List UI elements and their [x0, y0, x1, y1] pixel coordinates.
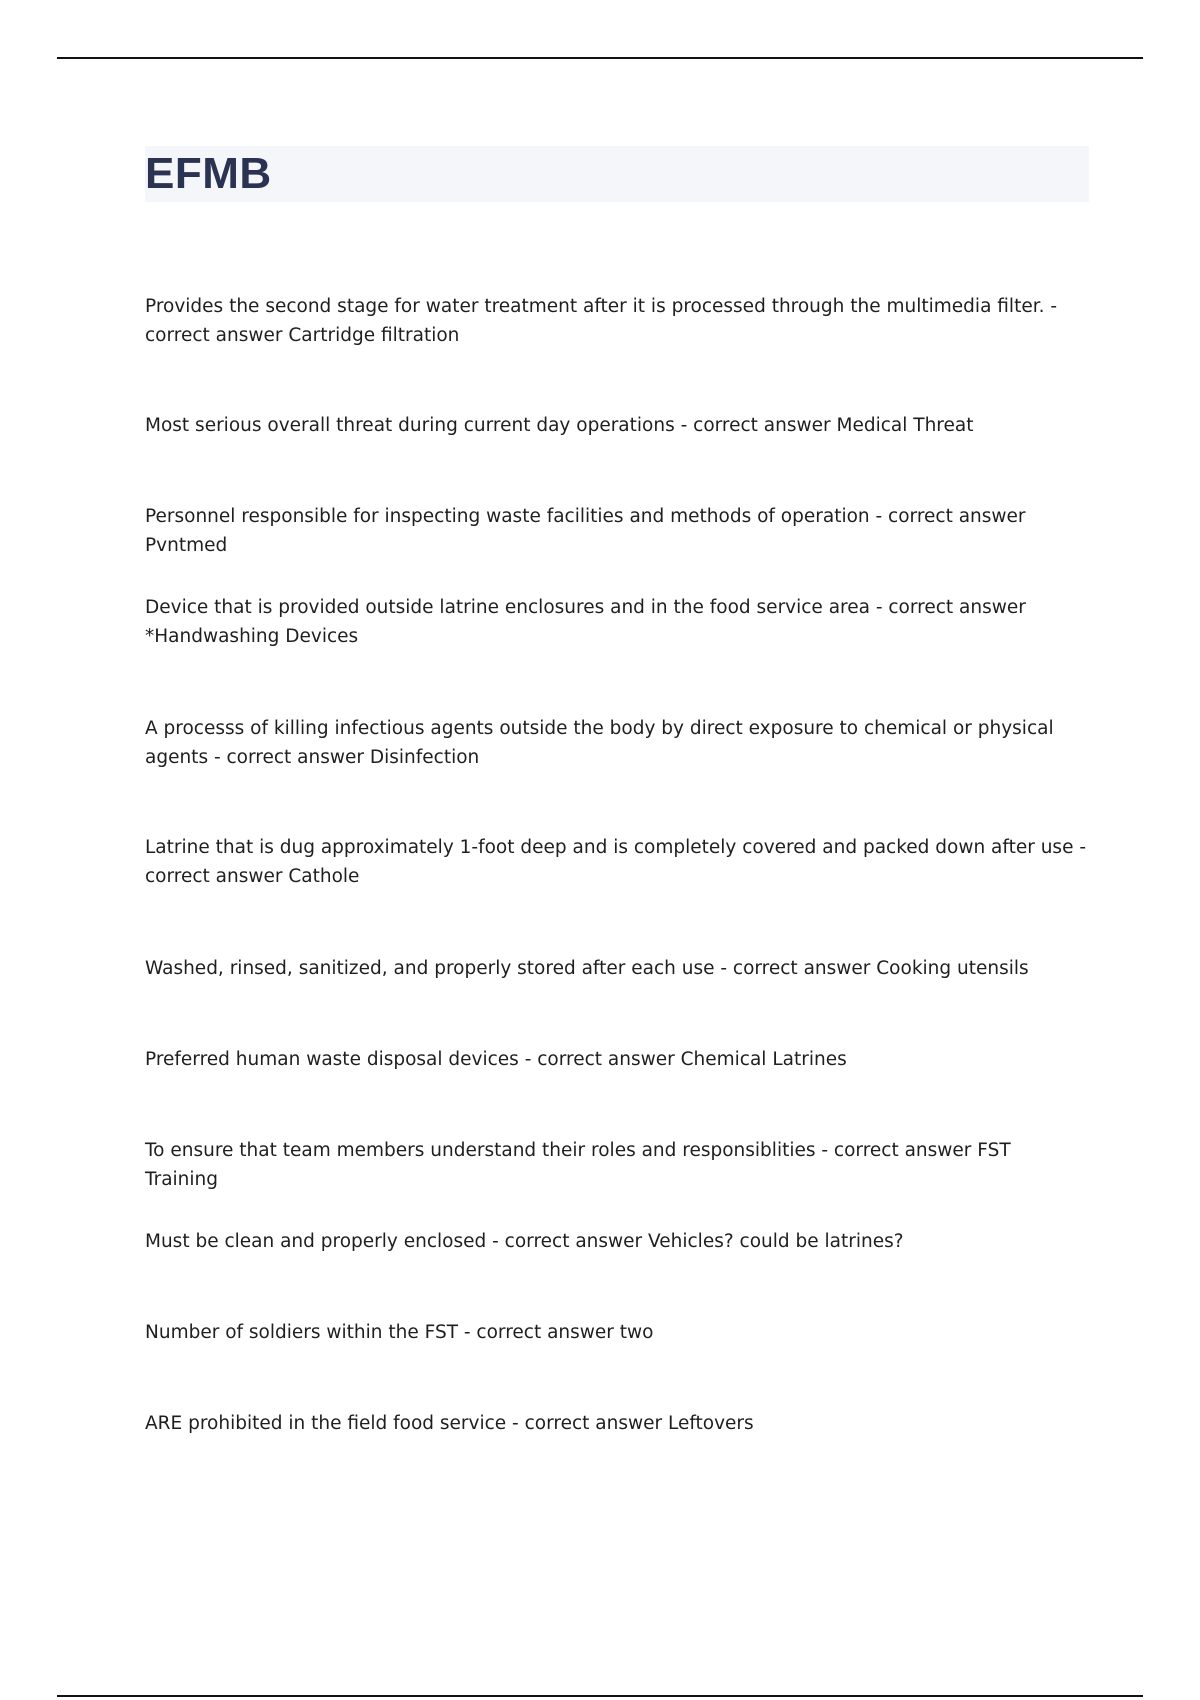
qa-item: Provides the second stage for water treatment after it is processed through the multimedia filter. - correct answer Cartridge filtration [145, 296, 1058, 346]
document-title: EFMB [145, 149, 272, 198]
top-rule [57, 57, 1143, 59]
qa-item: Latrine that is dug approximately 1-foot deep and is completely covered and packed down after use - correct answer Cathole [145, 837, 1087, 887]
title-band [145, 146, 1089, 202]
qa-item: Device that is provided outside latrine enclosures and in the food service area - correct answer *Handwashing Devices [145, 597, 1026, 647]
qa-item: To ensure that team members understand their roles and responsiblities - correct answer FST Training [145, 1140, 1011, 1190]
qa-item: Personnel responsible for inspecting waste facilities and methods of operation - correct answer Pvntmed [145, 506, 1026, 556]
qa-item: Preferred human waste disposal devices - correct answer Chemical Latrines [145, 1049, 847, 1070]
qa-item: Must be clean and properly enclosed - correct answer Vehicles? could be latrines? [145, 1231, 904, 1252]
qa-item: Number of soldiers within the FST - correct answer two [145, 1322, 654, 1343]
qa-item: ARE prohibited in the field food service - correct answer Leftovers [145, 1413, 754, 1434]
qa-item: Most serious overall threat during current day operations - correct answer Medical Threat [145, 415, 974, 436]
qa-item: A processs of killing infectious agents outside the body by direct exposure to chemical or physical agents - correct answer Disinfection [145, 718, 1054, 768]
qa-item: Washed, rinsed, sanitized, and properly stored after each use - correct answer Cooking utensils [145, 958, 1029, 979]
bottom-rule [57, 1695, 1143, 1697]
